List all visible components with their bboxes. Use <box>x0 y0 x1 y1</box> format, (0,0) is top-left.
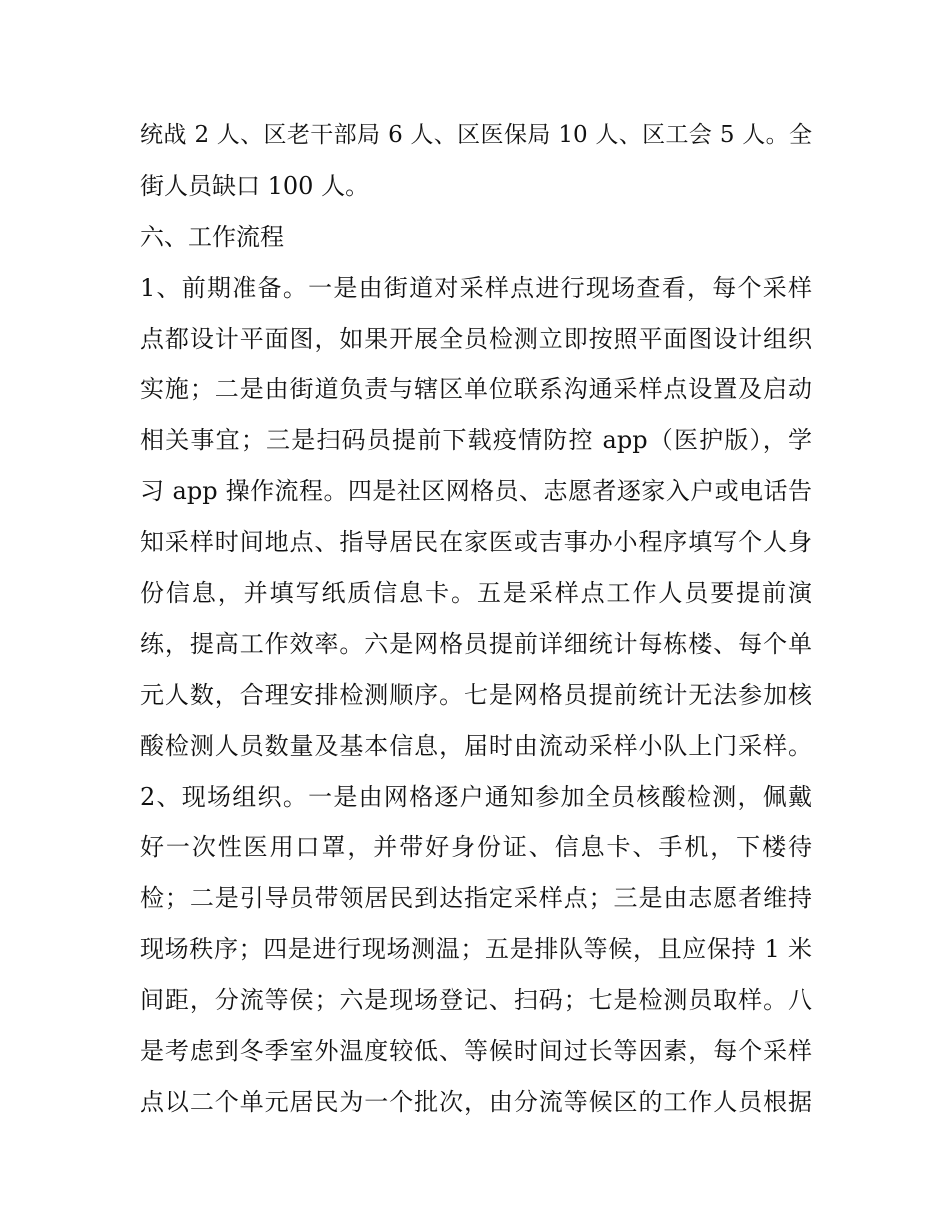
body-text <box>140 110 812 1128</box>
text-line: 实施；二是由街道负责与辖区单位联系沟通采样点设置及启动 <box>140 375 812 404</box>
text-line: 是考虑到冬季室外温度较低、等候时间过长等因素，每个采样 <box>140 1037 812 1066</box>
text-line: 酸检测人员数量及基本信息，届时由流动采样小队上门采样。 <box>140 731 812 760</box>
text-line: 练，提高工作效率。六是网格员提前详细统计每栋楼、每个单 <box>140 629 812 658</box>
text-line: 1、前期准备。一是由街道对采样点进行现场查看，每个采样 <box>140 273 812 302</box>
text-line: 间距，分流等侯；六是现场登记、扫码；七是检测员取样。八 <box>140 986 812 1015</box>
text-line: 习 app 操作流程。四是社区网格员、志愿者逐家入户或电话告 <box>140 477 812 506</box>
text-line: 统战 2 人、区老干部局 6 人、区医保局 10 人、区工会 5 人。全 <box>140 122 812 148</box>
text-line: 检；二是引导员带领居民到达指定采样点；三是由志愿者维持 <box>140 884 812 913</box>
text-line: 现场秩序；四是进行现场测温；五是排队等候，且应保持 1 米 <box>140 935 812 964</box>
section-heading: 六、工作流程 <box>140 222 284 251</box>
text-line: 点以二个单元居民为一个批次，由分流等候区的工作人员根据 <box>140 1087 812 1116</box>
text-line: 好一次性医用口罩，并带好身份证、信息卡、手机，下楼待 <box>140 833 812 862</box>
text-line: 街人员缺口 100 人。 <box>140 171 370 200</box>
text-line: 元人数，合理安排检测顺序。七是网格员提前统计无法参加核 <box>140 680 812 709</box>
text-line: 份信息，并填写纸质信息卡。五是采样点工作人员要提前演 <box>140 579 812 608</box>
text-line: 点都设计平面图，如果开展全员检测立即按照平面图设计组织 <box>140 324 812 353</box>
text-line: 知采样时间地点、指导居民在家医或吉事办小程序填写个人身 <box>140 528 812 557</box>
text-line: 相关事宜；三是扫码员提前下载疫情防控 app（医护版），学 <box>140 426 812 455</box>
text-line: 2、现场组织。一是由网格逐户通知参加全员核酸检测，佩戴 <box>140 782 812 811</box>
